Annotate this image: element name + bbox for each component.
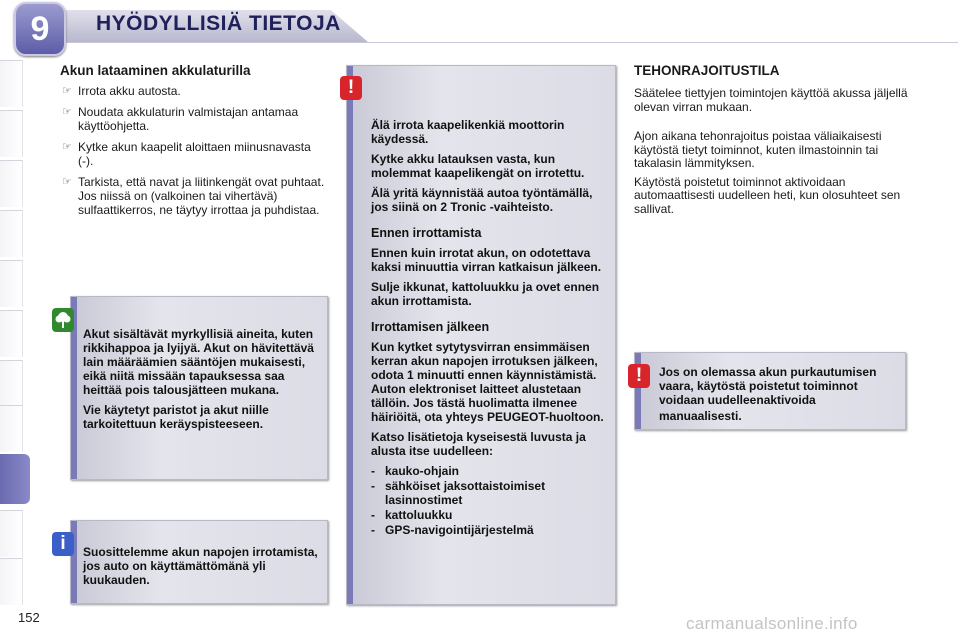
list-item-text: Noudata akkulaturin valmistajan antamaa käyttöohjetta.	[78, 105, 299, 133]
list-item	[62, 175, 327, 217]
warning-box-center	[346, 65, 616, 605]
warning-exclamation-icon: !	[340, 76, 362, 100]
subheading-before-removal: Ennen irrottamista	[371, 226, 482, 240]
list-item	[62, 84, 327, 98]
reinit-list	[371, 464, 609, 537]
page-number: 152	[18, 610, 40, 625]
power-limit-p3: Käytöstä poistetut toiminnot aktivoidaan automaattisesti uudelleen heti, kun olosuhteet sen sallivat.	[634, 174, 901, 216]
list-item: - kauko-ohjain	[371, 464, 460, 478]
side-tab	[0, 510, 23, 557]
watermark: carmanualsonline.info	[686, 614, 858, 633]
box-stripe	[347, 66, 353, 604]
power-limit-p1: Säätelee tiettyjen toimintojen käyttöä akussa jäljellä olevan virran mukaan.	[634, 86, 908, 114]
hand-pointer-icon: ☞	[62, 141, 72, 153]
warning-p7: Katso lisätietoja kyseisestä luvusta ja alusta itse uudelleen:	[371, 430, 586, 458]
list-item-text: Irrota akku autosta.	[78, 84, 181, 98]
warning-p5: Sulje ikkunat, kattoluukku ja ovet ennen akun irrottamista.	[371, 280, 600, 308]
power-limit-p2: Ajon aikana tehonrajoitus poistaa väliaikaisesti käytöstä tietyt toiminnot, kuten ilmastoinnin tai takalasin lämmityksen.	[634, 129, 882, 170]
list-item: - sähköiset jaksottaistoimiset lasinnostimet	[371, 479, 546, 507]
section-heading-charging: Akun lataaminen akkulaturilla	[60, 63, 251, 78]
environment-note-p2: Vie käytetyt paristot ja akut niille tarkoitettuun keräyspisteeseen.	[83, 403, 269, 431]
list-item	[62, 105, 327, 133]
warning-p6: Kun kytket sytytysvirran ensimmäisen kerran akun napojen irrotuksen jälkeen, odota 1 minuutti ennen käynnistämistä. Auton elektroniset laitteet alustetaan tällöin. Jos tästä huolimatta ilmenee häiriöitä, ota yhteys PEUGEOT-huoltoon.	[371, 340, 604, 424]
environment-note-p1: Akut sisältävät myrkyllisiä aineita, kuten rikkihappoa ja lyijyä. Akut on hävitettävä lain määräämien sääntöjen mukaisesti, eikä niitä missään tapauksessa saa heittää pois talousjätteen mukana.	[83, 327, 314, 397]
list-item: - kattoluukku	[371, 508, 453, 522]
warning-right-p2: manuaalisesti.	[659, 409, 742, 423]
info-note-box	[70, 520, 328, 604]
power-limit-text	[634, 87, 908, 221]
warning-box-right	[634, 352, 906, 430]
list-item: - GPS-navigointijärjestelmä	[371, 523, 534, 537]
environment-note-box	[70, 296, 328, 480]
header-divider	[58, 42, 958, 43]
side-tab	[0, 210, 23, 257]
warning-right-p1: Jos on olemassa akun purkautumisen vaara, käytöstä poistetut toiminnot voidaan uudelleenaktivoida	[659, 365, 877, 407]
warning-p2: Kytke akku latauksen vasta, kun molemmat kaapelikengät on irrotettu.	[371, 152, 585, 180]
side-tab	[0, 558, 23, 605]
section-heading-power-limit: TEHONRAJOITUSTILA	[634, 63, 780, 78]
list-item-text: sähköiset jaksottaistoimiset lasinnostimet	[385, 479, 546, 507]
hand-pointer-icon: ☞	[62, 85, 72, 97]
list-item-text: kauko-ohjain	[385, 464, 460, 478]
warning-exclamation-icon: !	[628, 364, 650, 388]
side-tab	[0, 260, 23, 307]
side-tab	[0, 60, 23, 107]
list-item	[62, 140, 327, 168]
warning-p4: Ennen kuin irrotat akun, on odotettava kaksi minuuttia virran katkaisun jälkeen.	[371, 246, 602, 274]
list-item-text: Tarkista, että navat ja liitinkengät ovat puhtaat. Jos niissä on (valkoinen tai vihertävä) sulfaattikerros, ne täytyy irrottaa ja puhdistaa.	[78, 175, 325, 217]
side-tab	[0, 160, 23, 207]
warning-box-text	[371, 118, 609, 538]
bullet-list	[62, 84, 327, 224]
side-tab	[0, 110, 23, 157]
info-icon: i	[52, 532, 74, 556]
side-tab	[0, 405, 23, 452]
list-item-text: Kytke akun kaapelit aloittaen miinusnavasta (-).	[78, 140, 311, 168]
hand-pointer-icon: ☞	[62, 106, 72, 118]
side-tab-active	[0, 454, 30, 504]
side-tab	[0, 310, 23, 357]
list-item-text: GPS-navigointijärjestelmä	[385, 523, 534, 537]
side-tab	[0, 360, 23, 407]
info-note-text: Suosittelemme akun napojen irrotamista, jos auto on käyttämättömänä yli kuukauden.	[83, 545, 318, 587]
page-title: HYÖDYLLISIÄ TIETOJA	[96, 12, 341, 35]
warning-p3: Älä yritä käynnistää autoa työntämällä, jos siinä on 2 Tronic -vaihteisto.	[371, 186, 593, 214]
hand-pointer-icon: ☞	[62, 176, 72, 188]
chapter-badge: 9	[14, 2, 66, 56]
list-item-text: kattoluukku	[385, 508, 453, 522]
tree-icon	[52, 308, 74, 332]
environment-note-text	[83, 327, 323, 437]
warning-box-right-text	[659, 365, 903, 429]
subheading-after-removal: Irrottamisen jälkeen	[371, 320, 490, 334]
warning-p1: Älä irrota kaapelikenkiä moottorin käydessä.	[371, 118, 565, 146]
